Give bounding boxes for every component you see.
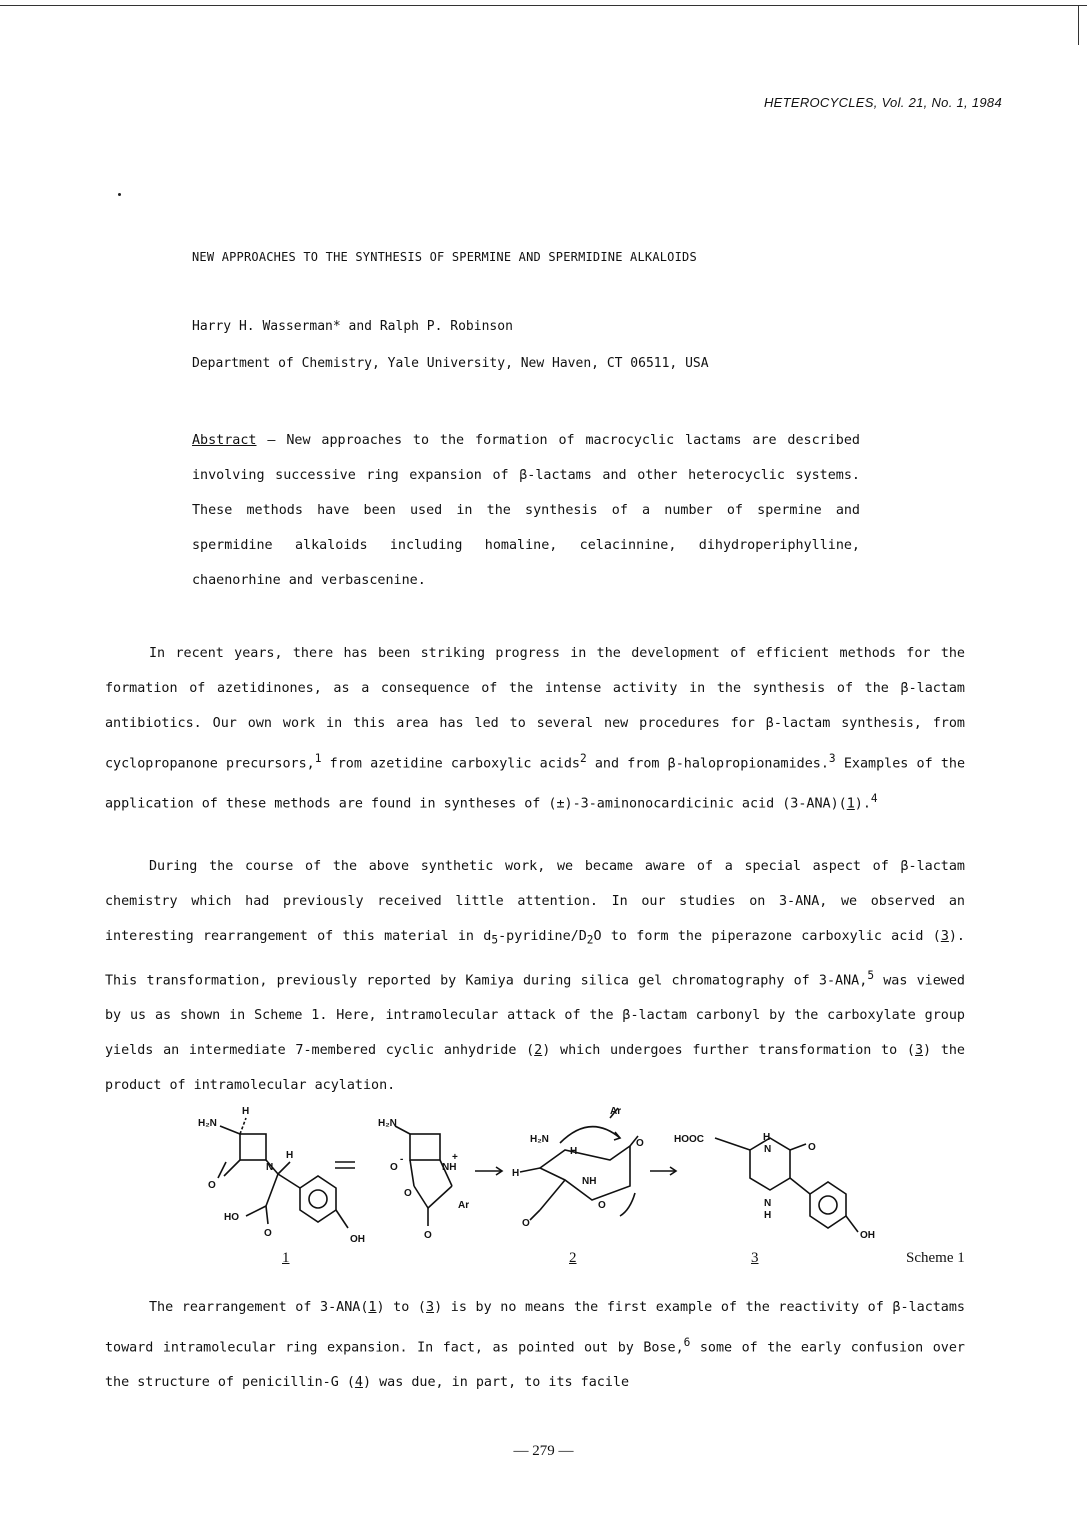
subscript-2: 2 — [586, 933, 594, 947]
atom-ho-1: HO — [224, 1212, 239, 1223]
p3-text-a: The rearrangement of 3-ANA( — [149, 1300, 369, 1315]
p1-text-c: and from β-halopropionamides. — [586, 756, 829, 772]
atom-o-int-ring: O — [404, 1188, 412, 1199]
page-number: — 279 — — [513, 1443, 574, 1459]
phenol-ring-3 — [810, 1182, 846, 1228]
p2-text-d: ). This transformation, previously reported by Kamiya during silica gel chromatography of 3-ANA, — [105, 929, 965, 989]
ref-6: 6 — [683, 1336, 691, 1349]
atom-minus-int: - — [400, 1154, 404, 1165]
atom-h-3: H — [763, 1132, 771, 1143]
p3-text-e: ) was due, in part, to its facile — [362, 1375, 630, 1391]
compound-ref-3b: 3 — [914, 1043, 924, 1059]
scheme-structures — [190, 1098, 980, 1248]
compound-label-2: 2 — [569, 1250, 577, 1266]
paragraph-1 — [105, 636, 965, 822]
p2-text-c: O to form the piperazone carboxylic acid ( — [593, 929, 941, 944]
beta-lactam-ring-1 — [240, 1134, 266, 1160]
atom-oh-3: OH — [860, 1230, 875, 1241]
scheme-1-figure — [190, 1098, 980, 1288]
abstract — [192, 423, 860, 598]
compound-ref-3c: 3 — [426, 1300, 435, 1315]
p1-text-e: ). — [854, 796, 871, 812]
atom-h-3b: H — [764, 1210, 772, 1221]
author-line: Harry H. Wasserman* and Ralph P. Robinson — [192, 319, 513, 334]
atom-ar-2: Ar — [610, 1106, 622, 1117]
affiliation-line: Department of Chemistry, Yale University, New Haven, CT 06511, USA — [192, 356, 709, 371]
phenol-ring-1 — [300, 1176, 336, 1222]
atom-n-1: N — [266, 1162, 274, 1173]
atom-nh-int: NH — [442, 1162, 457, 1173]
atom-o-1: O — [208, 1180, 216, 1191]
right-rule — [1078, 5, 1079, 45]
atom-o-int: O — [390, 1162, 398, 1173]
subscript-5: 5 — [491, 933, 499, 947]
compound-ref-2: 2 — [534, 1043, 543, 1059]
journal-header: HETEROCYCLES, Vol. 21, No. 1, 1984 — [763, 95, 1002, 110]
p2-text-b: -pyridine/D — [498, 929, 587, 944]
atom-h-1: H — [242, 1106, 250, 1117]
atom-ar-int: Ar — [458, 1200, 470, 1211]
paragraph-3 — [105, 1290, 965, 1400]
atom-h-1b: H — [286, 1150, 294, 1161]
ref-3: 3 — [828, 752, 836, 765]
atom-plus-int: + — [452, 1152, 458, 1163]
abstract-text: — New approaches to the formation of macrocyclic lactams are described involving successive ring expansion of β-lactams and other heterocyclic systems. These methods have been used in the synthesis of a number of spermine and spermidine alkaloids including homaline, celacinnine, dihydroperiphylline, chaenorhine and verbascenine. — [192, 433, 860, 588]
ref-5: 5 — [867, 968, 875, 982]
p3-text-b: ) to ( — [376, 1300, 426, 1315]
compound-ref-1b: 1 — [368, 1300, 377, 1315]
atom-o-2-ring: O — [598, 1200, 606, 1211]
top-rule — [0, 5, 1087, 6]
atom-n-3: N — [764, 1144, 772, 1155]
scheme-label: Scheme 1 — [906, 1250, 965, 1266]
azetidine-intermediate — [410, 1134, 440, 1160]
p2-text-e: was viewed by us as shown in Scheme 1. Here, intramolecular attack of the β-lactam carbonyl by the carboxylate group yields an intermediate 7-membered cyclic anhydride ( — [105, 973, 965, 1059]
atom-oh-1: OH — [350, 1234, 365, 1245]
atom-h2n-2: H₂N — [530, 1134, 549, 1145]
atom-h-2: H — [512, 1168, 520, 1179]
p2-text-g: ) the product of intramolecular acylation. — [105, 1043, 965, 1094]
atom-h2n-int: H₂N — [378, 1118, 397, 1129]
ref-1: 1 — [314, 752, 322, 765]
atom-nh-2: NH — [582, 1176, 597, 1187]
atom-h2n-1: H₂N — [198, 1118, 217, 1129]
atom-hooc-3: HOOC — [674, 1134, 704, 1145]
compound-ref-3: 3 — [940, 929, 949, 944]
seven-membered-ring-2 — [540, 1146, 630, 1200]
paragraph-2 — [105, 849, 965, 1103]
atom-o-3: O — [808, 1142, 816, 1153]
atom-o-1b: O — [264, 1228, 272, 1239]
ref-4: 4 — [870, 792, 878, 806]
p3-text-c: ) is by no means the first example of the reactivity of β-lactams toward intramolecular ring expansion. In fact, as pointed out by Bose, — [105, 1300, 965, 1356]
atom-o-2-co: O — [522, 1218, 530, 1229]
compound-label-3: 3 — [751, 1250, 759, 1266]
compound-ref-4: 4 — [354, 1375, 363, 1391]
scan-speck — [118, 193, 121, 196]
atom-o-int-co: O — [424, 1230, 432, 1241]
p3-text-d: some of the early confusion over the structure of penicillin-G ( — [105, 1340, 965, 1391]
p1-text-a: In recent years, there has been striking progress in the development of efficient methods for the formation of azetidinones, as a consequence of the intense activity in the synthesis of the β-lactam antibiotics. Our own work in this area has led to several new procedures for β-lactam synthesis, from cyclopropanone precursors, — [105, 646, 965, 772]
atom-n-3b: N — [764, 1198, 772, 1209]
p2-text-f: ) which undergoes further transformation to ( — [542, 1043, 915, 1059]
compound-ref-1: 1 — [846, 796, 855, 812]
p1-text-b: from azetidine carboxylic acids — [321, 756, 580, 772]
abstract-heading: Abstract — [192, 433, 257, 448]
p2-text-a: During the course of the above synthetic work, we became aware of a special aspect of β-lactam chemistry which had previously received little attention. In our studies on 3-ANA, we observed an interesting rearrangement of this material in d — [105, 859, 965, 944]
p1-text-d: Examples of the application of these methods are found in syntheses of (±)-3-aminonocardicinic acid (3-ANA)( — [105, 756, 966, 812]
atom-h-2b: H — [570, 1146, 578, 1157]
article-title: NEW APPROACHES TO THE SYNTHESIS OF SPERMINE AND SPERMIDINE ALKALOIDS — [192, 250, 697, 264]
atom-o-2: O — [636, 1138, 644, 1149]
ref-2: 2 — [579, 752, 587, 765]
compound-label-1: 1 — [282, 1250, 290, 1266]
